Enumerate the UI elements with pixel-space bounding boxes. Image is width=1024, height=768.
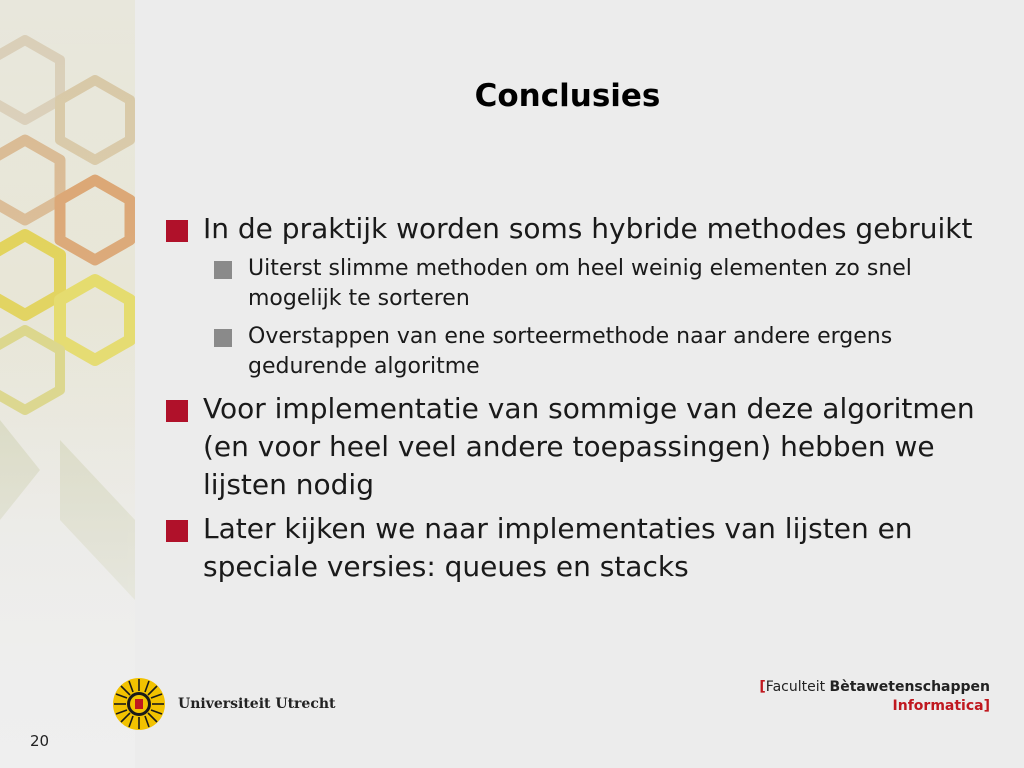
slide-title: Conclusies bbox=[474, 78, 661, 114]
faculty-label bbox=[759, 678, 990, 716]
bracket-open: [ bbox=[759, 679, 766, 695]
square-bullet-icon bbox=[166, 400, 188, 422]
faculty-prefix: Faculteit bbox=[765, 679, 826, 695]
side-panel-artwork bbox=[0, 0, 135, 768]
bracket-close: ] bbox=[983, 698, 990, 714]
page-number: 20 bbox=[30, 732, 50, 750]
bullet-item bbox=[166, 210, 986, 248]
bullet-text: Voor implementatie van sommige van deze algoritmen (en voor heel veel andere toepassingen) hebben we lijsten nodig bbox=[203, 392, 975, 501]
bullet-item bbox=[166, 510, 986, 586]
square-bullet-icon bbox=[214, 329, 232, 347]
bullet-text: Later kijken we naar implementaties van lijsten en speciale versies: queues en stacks bbox=[203, 512, 913, 583]
university-logo bbox=[112, 677, 352, 733]
university-name: Universiteit Utrecht bbox=[178, 696, 336, 712]
sub-bullet-text: Overstappen van ene sorteermethode naar andere ergens gedurende algoritme bbox=[248, 324, 893, 379]
square-bullet-icon bbox=[214, 261, 232, 279]
bullet-list bbox=[166, 210, 986, 592]
square-bullet-icon bbox=[166, 220, 188, 242]
faculty-name: Bètawetenschappen bbox=[829, 679, 990, 695]
sun-seal-icon bbox=[112, 677, 166, 731]
decorative-side-panel bbox=[0, 0, 135, 768]
bullet-text: In de praktijk worden soms hybride methodes gebruikt bbox=[203, 212, 973, 245]
square-bullet-icon bbox=[166, 520, 188, 542]
sub-bullet-text: Uiterst slimme methoden om heel weinig elementen zo snel mogelijk te sorteren bbox=[248, 256, 912, 311]
sub-bullet-item bbox=[214, 254, 986, 314]
sub-bullet-item bbox=[214, 322, 986, 382]
department-name: Informatica bbox=[892, 698, 984, 714]
bullet-item bbox=[166, 390, 986, 504]
